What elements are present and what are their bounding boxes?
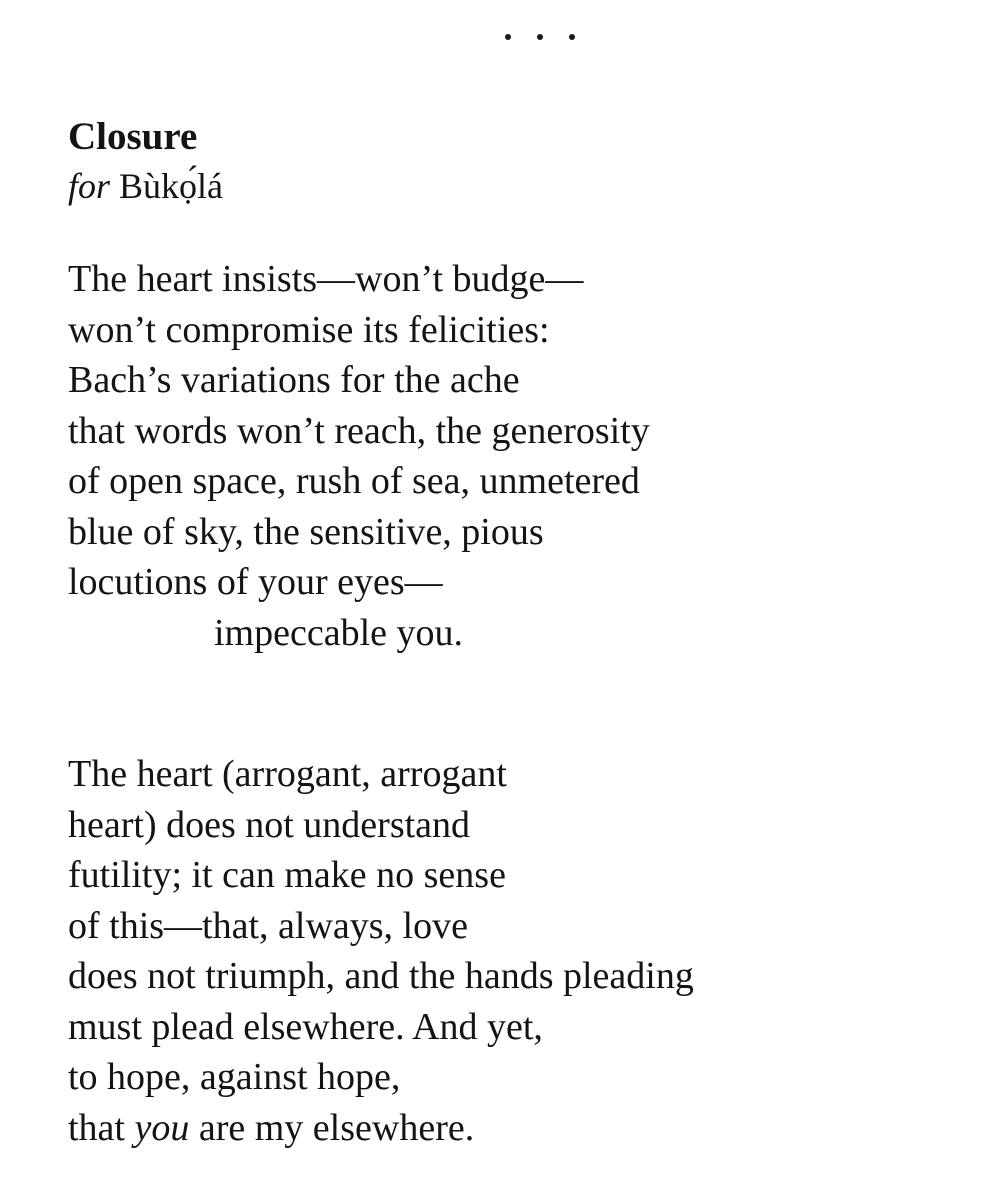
poem-line-indented: impeccable you. [214, 611, 464, 654]
poem-line: won’t compromise its felicities: [68, 308, 550, 351]
more-options-icon[interactable] [505, 22, 575, 52]
poem [68, 112, 968, 1153]
poem-line: that words won’t reach, the generosity [68, 409, 650, 452]
more-options-dot [505, 34, 511, 40]
poem-line: heart) does not understand [68, 803, 471, 846]
last-line-end: are my elsewhere. [189, 1106, 475, 1149]
stanza-1 [68, 254, 968, 658]
poem-line: locutions of your eyes— [68, 561, 443, 603]
last-line-emphasis: you [134, 1106, 190, 1149]
poem-line: The heart (arrogant, arrogant [68, 753, 507, 795]
dedication-prefix: for [68, 166, 111, 206]
poem-line: does not triumph, and the hands pleading [68, 955, 694, 997]
poem-line: of open space, rush of sea, unmetered [68, 460, 640, 502]
dedication-name: Bùkọ́lá [110, 166, 224, 206]
poem-line: Bach’s variations for the ache [68, 359, 520, 401]
poem-dedication [68, 162, 968, 210]
poem-line: blue of sky, the sensitive, pious [68, 510, 544, 553]
more-options-dot [569, 34, 575, 40]
poem-title: Closure [68, 115, 198, 158]
more-options-dot [537, 34, 543, 40]
poem-line: The heart insists—won’t budge— [68, 258, 584, 300]
last-line-start: that [68, 1106, 135, 1149]
poem-line: of this—that, always, love [68, 904, 468, 947]
stanza-2 [68, 749, 968, 1153]
poem-last-line [68, 1103, 968, 1154]
poem-line: futility; it can make no sense [68, 854, 506, 896]
poem-line: to hope, against hope, [68, 1056, 401, 1098]
poem-line: must plead elsewhere. And yet, [68, 1005, 543, 1048]
